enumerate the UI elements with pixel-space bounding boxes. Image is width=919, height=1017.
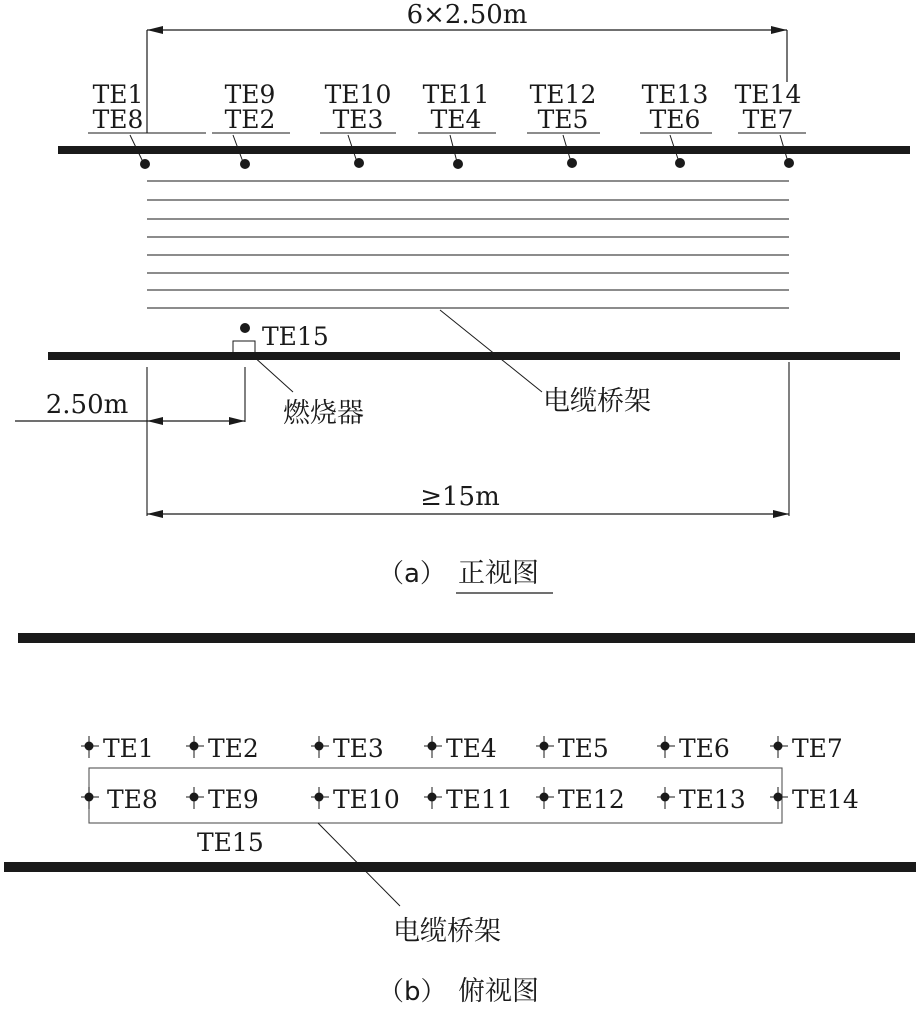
caption-b	[378, 976, 539, 1007]
sensor-marker	[311, 785, 400, 814]
sensor-label-lower: TE3	[332, 105, 384, 134]
sensor-label: TE9	[208, 785, 259, 814]
floor-wall	[48, 352, 900, 360]
sensor-marker	[536, 785, 625, 814]
upper-wall-top-view	[18, 633, 915, 643]
sensor-label: TE5	[558, 734, 609, 763]
sensor-label-upper: TE12	[529, 80, 597, 109]
sensor-marker	[770, 734, 843, 763]
sensor-marker	[657, 734, 730, 763]
ceiling-wall	[58, 146, 910, 154]
sensor-label-lower: TE5	[537, 105, 589, 134]
left-dimension	[15, 390, 245, 425]
sensor-label: TE10	[333, 785, 400, 814]
sensor-label-lower: TE4	[430, 105, 482, 134]
burner-box	[233, 341, 255, 353]
sensor-label: TE8	[107, 785, 158, 814]
sensor-dot	[453, 159, 463, 169]
sensor-dot	[140, 159, 150, 169]
sensor-label-upper: TE11	[422, 80, 490, 109]
sensor-label-lower: TE7	[742, 105, 794, 134]
sensor-dot	[675, 158, 685, 168]
sensor-label: TE11	[446, 785, 513, 814]
cable-tray-lines-front	[147, 181, 789, 308]
sensor-label: TE4	[446, 734, 497, 763]
burner-label: 燃烧器	[283, 398, 364, 429]
sensor-label-upper: TE9	[224, 80, 276, 109]
sensor-row-2	[81, 785, 859, 814]
sensor-marker	[536, 734, 609, 763]
caption-a-prefix: （a）	[378, 559, 446, 589]
sensor-label: TE1	[103, 734, 154, 763]
caption-a-title: 正视图	[458, 558, 539, 589]
caption-a	[378, 558, 553, 593]
burner-sensor-label: TE15	[262, 322, 329, 351]
sensor-marker	[424, 734, 497, 763]
sensor-label-lower: TE8	[92, 105, 144, 134]
sensor-label: TE13	[679, 785, 746, 814]
sensor-dot	[354, 158, 364, 168]
sensor-label-upper: TE10	[324, 80, 392, 109]
sensor-dot	[240, 159, 250, 169]
cable-tray-label-top: 电缆桥架	[393, 916, 501, 947]
sensor-marker	[770, 785, 859, 814]
caption-b-prefix: （b）	[378, 977, 447, 1007]
sensor-label: TE14	[792, 785, 859, 814]
caption-b-title: 俯视图	[458, 976, 539, 1007]
cable-tray-label-front: 电缆桥架	[543, 386, 651, 417]
burner-sensor-label-top: TE15	[197, 828, 264, 857]
sensor-label-upper: TE14	[734, 80, 802, 109]
sensor-label-lower: TE6	[649, 105, 701, 134]
top-view	[4, 633, 916, 1007]
sensor-label: TE6	[679, 734, 730, 763]
sensor-label: TE2	[208, 734, 259, 763]
sensor-label: TE7	[792, 734, 843, 763]
sensor-label-upper: TE1	[92, 80, 144, 109]
sensor-marker	[81, 734, 154, 763]
sensor-label-lower: TE2	[224, 105, 276, 134]
sensor-marker	[424, 785, 513, 814]
sensor-marker	[186, 734, 259, 763]
sensor-dot	[784, 158, 794, 168]
lower-wall-top-view	[4, 862, 916, 872]
sensor-dot	[567, 158, 577, 168]
front-view	[15, 0, 910, 593]
left-dimension-label: 2.50m	[45, 390, 129, 420]
sensor-marker	[311, 734, 384, 763]
sensor-dots-front	[140, 158, 794, 169]
sensor-label: TE12	[558, 785, 625, 814]
sensor-label: TE3	[333, 734, 384, 763]
burner-sensor-dot	[240, 323, 250, 333]
sensor-marker	[657, 785, 746, 814]
sensor-row-1	[81, 734, 843, 763]
bottom-dimension	[147, 482, 789, 518]
sensor-label-upper: TE13	[641, 80, 709, 109]
top-dimension-label: 6×2.50m	[406, 0, 528, 30]
bottom-dimension-label: ≥15m	[420, 482, 500, 512]
sensor-marker	[186, 785, 259, 814]
sensor-marker	[81, 785, 158, 814]
